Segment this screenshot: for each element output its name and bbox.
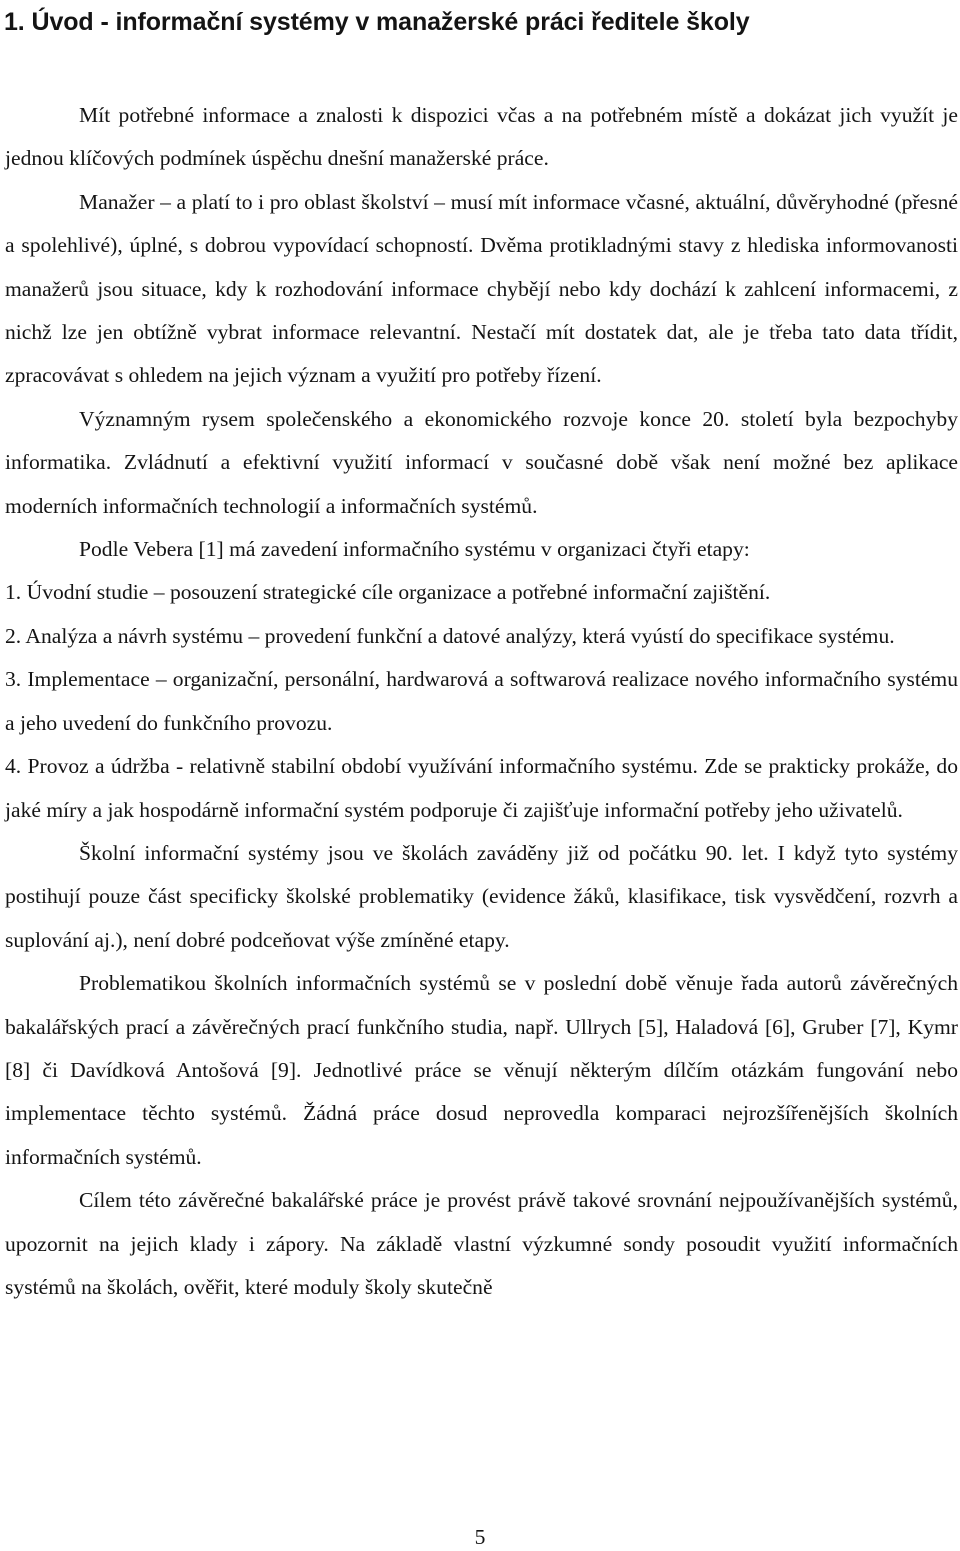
list-item-stage-3: 3. Implementace – organizační, personální, hardwarová a softwarová realizace nového informačního systému a jeho uvedení do funkčního provozu.	[5, 667, 958, 735]
list-item-stage-4: 4. Provoz a údržba - relativně stabilní období využívání informačního systému. Zde se prakticky prokáže, do jaké míry a jak hospodárně informační systém podporuje či zajišťuje informační potřeby jeho uživatelů.	[5, 754, 958, 822]
paragraph-intro: Mít potřebné informace a znalosti k dispozici včas a na potřebném místě a dokázat jich využít je jednou klíčových podmínek úspěchu dnešní manažerské práce.	[5, 103, 958, 171]
paragraph-informatics: Významným rysem společenského a ekonomického rozvoje konce 20. století byla bezpochyby informatika. Zvládnutí a efektivní využití informací v současné době však není možné bez aplikace moderních informačních technologií a informačních systémů.	[5, 406, 958, 518]
paragraph-related-work: Problematikou školních informačních systémů se v poslední době věnuje řada autorů závěrečných bakalářských prací a závěrečných prací funkčního studia, např. Ullrych [5], Haladová [6], Gruber [7], Kymr [8] či Davídková Antošová [9]. Jednotlivé práce se věnují některým dílčím otázkám fungování nebo implementace těchto systémů. Žádná práce dosud neprovedla komparaci nejrozšířenějších školních informačních systémů.	[5, 971, 958, 1169]
list-item-stage-1: 1. Úvodní studie – posouzení strategické cíle organizace a potřebné informační zajištění.	[5, 580, 771, 605]
paragraph-school-systems: Školní informační systémy jsou ve školách zaváděny již od počátku 90. let. I když tyto systémy postihují pouze část specificky školské problematiky (evidence žáků, klasifikace, tisk vysvědčení, rozvrh a suplování aj.), není dobré podceňovat výše zmíněné etapy.	[5, 840, 958, 952]
paragraph-manager-information: Manažer – a platí to i pro oblast školství – musí mít informace včasné, aktuální, důvěryhodné (přesné a spolehlivé), úplné, s dobrou vypovídací schopností. Dvěma protikladnými stavy z hlediska informovanosti manažerů jsou situace, kdy k rozhodování informace chybějí nebo kdy dochází k zahlcení informacemi, z nichž lze jen obtížně vybrat informace relevantní. Nestačí mít dostatek dat, ale je třeba tato data třídit, zpracovávat s ohledem na jejich význam a využití pro potřeby řízení.	[5, 189, 958, 388]
chapter-heading: 1. Úvod - informační systémy v manažerské práci ředitele školy	[4, 8, 750, 36]
list-item-stage-2: 2. Analýza a návrh systému – provedení funkční a datové analýzy, která vyústí do specifikace systému.	[5, 623, 895, 648]
paragraph-stages-intro: Podle Vebera [1] má zavedení informačního systému v organizaci čtyři etapy:	[79, 537, 750, 562]
paragraph-goal: Cílem této závěrečné bakalářské práce je provést právě takové srovnání nejpoužívanějších systémů, upozornit na jejich klady i zápory. Na základě vlastní výzkumné sondy posoudit využití informačních systémů na školách, ověřit, které moduly školy skutečně	[5, 1188, 958, 1299]
page-number: 5	[474, 1525, 486, 1549]
body-text	[5, 94, 958, 1309]
